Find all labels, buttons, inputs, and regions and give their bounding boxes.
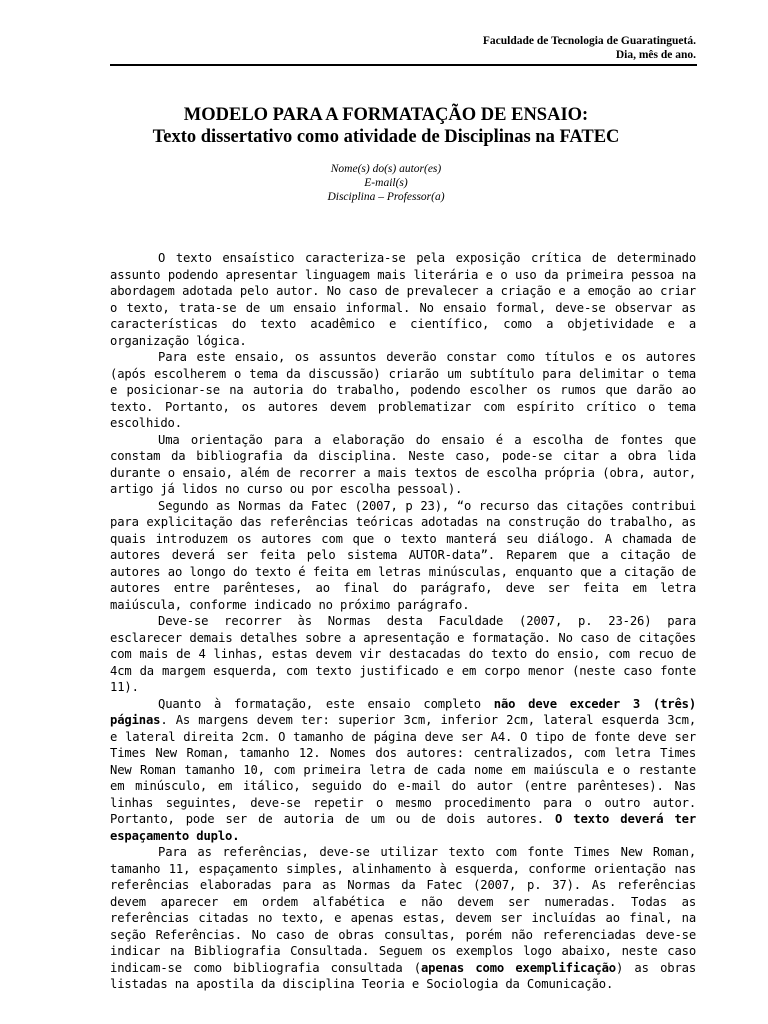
paragraph-citations: Segundo as Normas da Fatec (2007, p 23), “o recurso das citações contribui para explicitação das referências teóricas adotadas na construção do trabalho, as quais introduzem os autores com que o texto manterá seu diálogo. A chamada de autores deverá ser feita pelo sistema AUTOR-data”. Reparem que a citação de autores ao longo do texto é feita em letras minúsculas, enquanto que a citação de autores entre parênteses, ao final do parágrafo, deve ser feita em letra maiúscula, conforme indicado no próximo parágrafo. [110,498,696,612]
references-emphasis: apenas como exemplificação [420,960,616,975]
formatting-text-a: Quanto à formatação, este ensaio completo [158,696,494,711]
author-names: Nome(s) do(s) autor(es) [330,163,442,175]
paragraph-formatting [110,696,696,845]
references-text-b: ) as obras listadas na apostila da disciplina Teoria e Sociologia da Comunicação. [110,960,696,991]
paragraph-references [110,844,696,993]
paragraph-intro: O texto ensaístico caracteriza-se pela exposição crítica de determinado assunto podendo apresentar linguagem mais literária e o uso da primeira pessoa na abordagem adotada pelo autor. No caso de prevalecer a criação e a emoção ao criar o texto, trata-se de um ensaio informal. No ensaio formal, deve-se observar as características do texto acadêmico e científico, como a objetividade e a organização lógica. [110,251,696,348]
page-header [483,34,696,62]
references-text-a: Para as referências, deve-se utilizar texto com fonte Times New Roman, tamanho 11, espaçamento simples, alinhamento à esquerda, conforme orientação nas referências elaboradas para as Normas da Fatec (2007, p. 37). As referências devem aparecer em ordem alfabética e não devem ser numeradas. Todas as referências citadas no texto, e apenas estas, devem ser incluídas ao final, na seção Referências. No caso de obras consultas, porém não referenciadas deve-se indicar na Bibliografia Consultada. Seguem os exemplos logo abaixo, neste caso indicam-se como bibliografia consultada ( [110,845,696,975]
formatting-text-b: . As margens devem ter: superior 3cm, inferior 2cm, lateral esquerda 3cm, e lateral direita 2cm. O tamanho de página deve ser A4. O tipo de fonte deve ser Times New Roman, tamanho 12. Nomes dos autores: centralizados, com letra Times New Roman tamanho 10, com primeira letra de cada nome em maiúscula e o restante em minúsculo, em itálico, seguido do e-mail do autor (entre parênteses). Nas linhas seguintes, deve-se repetir o mesmo procedimento para o outro autor. Portanto, pode ser de autoria de um ou de dois autores. [110,713,696,826]
author-discipline: Disciplina – Professor(a) [327,191,445,203]
title-main: MODELO PARA A FORMATAÇÃO DE ENSAIO: [183,105,589,125]
formatting-spacing-rule: O texto deverá ter espaçamento duplo. [110,812,697,843]
author-block [80,162,692,204]
paragraph-norms: Deve-se recorrer às Normas desta Faculdade (2007, p. 23-26) para esclarecer demais detalhes sobre a apresentação e formatação. No caso de citações com mais de 4 linhas, estas devem vir destacadas do texto do ensio, com recuo de 4cm da margem esquerda, com texto justificado e em corpo menor (neste caso fonte 11). [110,614,696,694]
header-divider [110,64,697,66]
paragraph-topics: Para este ensaio, os assuntos deverão constar como títulos e os autores (após escolherem o tema da discussão) criarão um subtítulo para delimitar o tema e posicionar-se na autoria do trabalho, podendo escolher os rumos que darão ao texto. Portanto, os autores devem problematizar com espírito crítico o tema escolhido. [110,350,696,430]
document-title [80,104,692,148]
document-body [110,250,696,993]
author-email: E-mail(s) [364,177,408,189]
institution-name: Faculdade de Tecnologia de Guaratinguetá. [482,35,696,47]
date-line: Dia, mês de ano. [615,49,696,61]
title-subtitle: Texto dissertativo como atividade de Disciplinas na FATEC [152,127,620,147]
paragraph-sources: Uma orientação para a elaboração do ensaio é a escolha de fontes que constam da bibliografia da disciplina. Neste caso, pode-se citar a obra lida durante o ensaio, além de recorrer a mais textos de escolha própria (obra, autor, artigo já lidos no curso ou por escolha pessoal). [110,432,696,496]
formatting-page-limit: não deve exceder 3 (três) páginas [110,696,697,727]
